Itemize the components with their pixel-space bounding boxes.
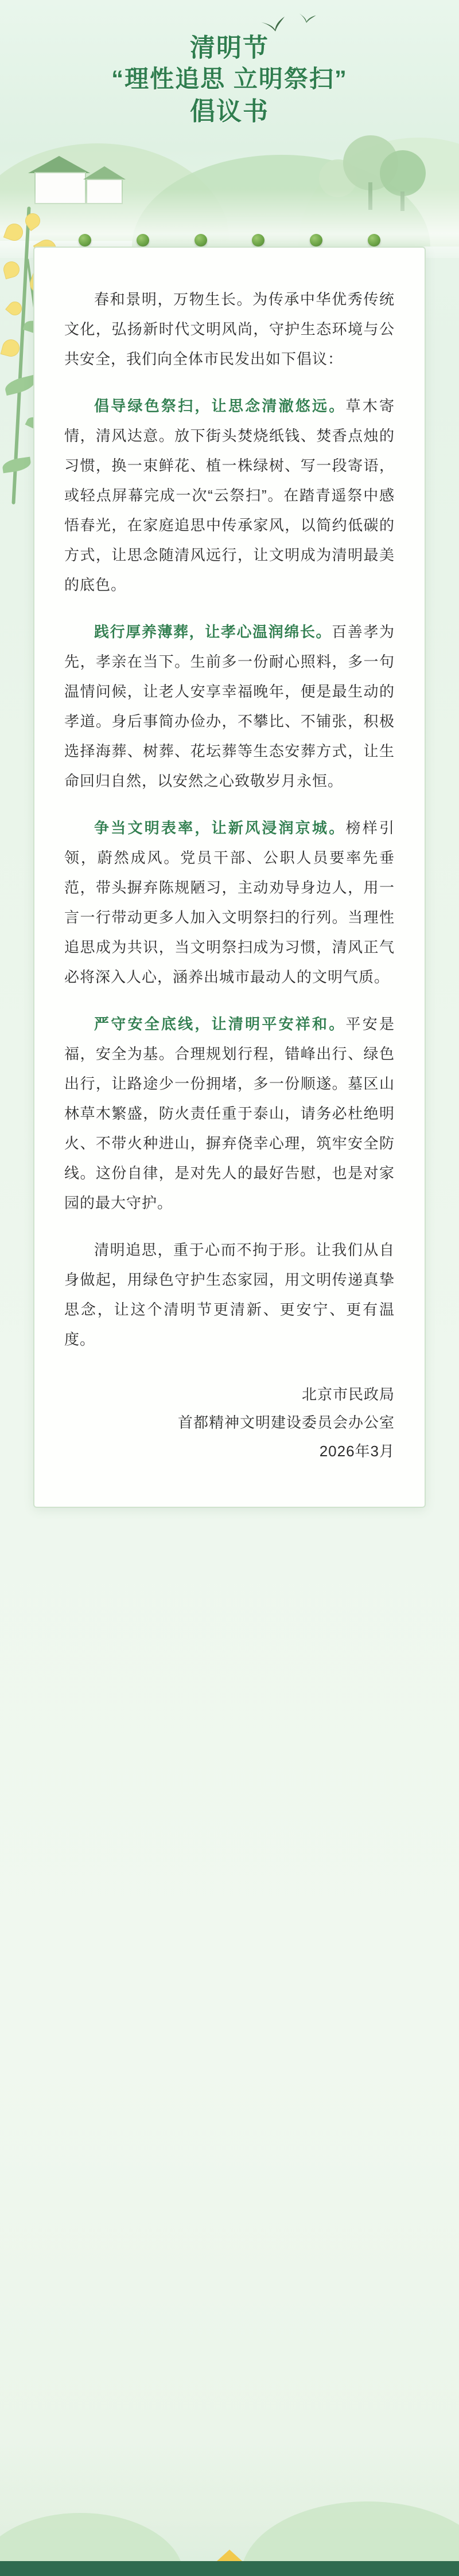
page-title-line-2: “理性追思 立明祭扫” bbox=[111, 65, 348, 92]
content-card bbox=[33, 247, 426, 1508]
paragraph bbox=[64, 813, 395, 992]
triangle-marker-icon bbox=[217, 2550, 242, 2561]
paragraph bbox=[64, 1009, 395, 1218]
signature-date: 2026年3月 bbox=[319, 1442, 395, 1460]
paragraph-text: 平安是福，安全为基。合理规划行程，错峰出行、绿色出行，让路途少一份拥堵，多一份顺遂。墓区山林草木繁盛，防火责任重于泰山，请务必杜绝明火、不带火种进山，摒弃侥幸心理，筑牢安全防线。这份自律，是对先人的最好告慰，也是对家园的最大守护。 bbox=[64, 1015, 395, 1211]
pin-row bbox=[33, 234, 426, 247]
paragraph-lead: 践行厚养薄葬，让孝心温润绵长。 bbox=[94, 623, 332, 640]
village-house-icon bbox=[83, 166, 126, 179]
paragraph bbox=[64, 1235, 395, 1354]
binding-pin-icon bbox=[252, 234, 264, 247]
footer-bar bbox=[0, 2561, 459, 2576]
paragraph-lead: 争当文明表率，让新风浸润京城。 bbox=[94, 819, 346, 836]
binding-pin-icon bbox=[195, 234, 207, 247]
paragraph-text: 清明追思，重于心而不拘于形。让我们从自身做起，用绿色守护生态家园，用文明传递真挚思念，让这个清明节更清新、更安宁、更有温度。 bbox=[64, 1241, 395, 1348]
page-title-line-1: 清明节 bbox=[190, 34, 269, 62]
binding-pin-icon bbox=[368, 234, 380, 247]
paragraph-text: 春和景明，万物生长。为传承中华优秀传统文化，弘扬新时代文明风尚，守护生态环境与公共安全，我们向全体市民发出如下倡议： bbox=[64, 291, 395, 368]
paragraph-text: 百善孝为先，孝亲在当下。生前多一份耐心照料，多一句温情问候，让老人安享幸福晚年，便是最生动的孝道。身后事简办俭办，不攀比、不铺张，积极选择海葬、树葬、花坛葬等生态安葬方式，让生命回归自然，以安然之心致敬岁月永恒。 bbox=[64, 623, 395, 789]
village-house-icon bbox=[28, 156, 90, 173]
paragraph bbox=[64, 391, 395, 600]
binding-pin-icon bbox=[310, 234, 322, 247]
binding-pin-icon bbox=[137, 234, 149, 247]
paragraph-text: 榜样引领，蔚然成风。党员干部、公职人员要率先垂范，带头摒弃陈规陋习，主动劝导身边人，用一言一行带动更多人加入文明祭扫的行列。当理性追思成为共识，当文明祭扫成为习惯，清风正气必将深入人心，涵养出城市最动人的文明气质。 bbox=[64, 819, 395, 986]
poster-header bbox=[0, 0, 459, 128]
page-title-line-3: 倡议书 bbox=[190, 97, 269, 126]
paragraph bbox=[64, 617, 395, 796]
paragraph bbox=[64, 284, 395, 374]
signature-line: 首都精神文明建设委员会办公室 bbox=[177, 1414, 395, 1432]
paragraph-text: 草木寄情，清风达意。放下街头焚烧纸钱、焚香点烛的习惯，换一束鲜花、植一株绿树、写一段寄语，或轻点屏幕完成一次“云祭扫”。在踏青遥祭中感悟春光，在家庭追思中传承家风，以简约低碳的方式，让思念随清风远行，让文明成为清明最美的底色。 bbox=[64, 397, 395, 593]
signature-block bbox=[64, 1381, 395, 1465]
signature-line: 北京市民政局 bbox=[301, 1386, 395, 1403]
paragraph-lead: 严守安全底线，让清明平安祥和。 bbox=[94, 1015, 346, 1033]
binding-pin-icon bbox=[79, 234, 91, 247]
paragraph-lead: 倡导绿色祭扫，让思念清澈悠远。 bbox=[94, 397, 346, 415]
